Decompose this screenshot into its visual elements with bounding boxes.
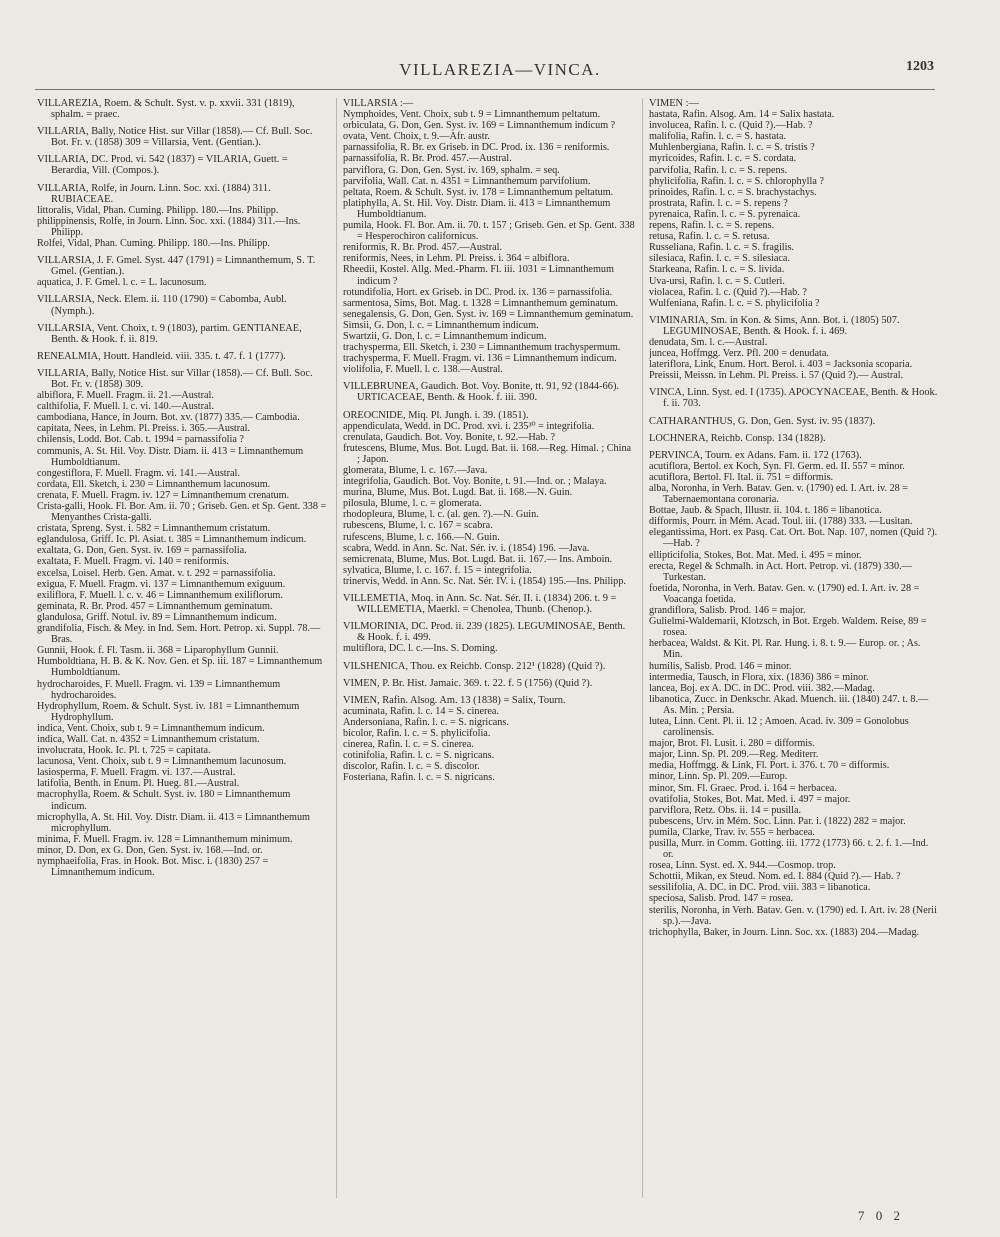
species-entry: myricoides, Rafin. l. c. = S. cordata. <box>649 153 797 165</box>
species-entry: cotinifolia, Rafin. l. c. = S. nigricans. <box>343 750 495 762</box>
genus-entry: VILSHENICA, Thou. ex Reichb. Consp. 212¹ (1828) (Quid ?). <box>343 660 606 672</box>
header-rule <box>35 89 935 90</box>
species-entry: minima, F. Muell. Fragm. iv. 128 = Limnanthemum minimum. <box>37 833 293 845</box>
species-entry: Rolfei, Vidal, Phan. Cuming. Philipp. 180.—Ins. Philipp. <box>37 238 270 250</box>
species-entry: glandulosa, Griff. Notul. iv. 89 = Limnanthemum indicum. <box>37 611 277 623</box>
species-entry: microphylla, A. St. Hil. Voy. Distr. Diam. ii. 413 = Limnanthemum microphyllum. <box>37 811 310 834</box>
species-entry: Schottii, Mikan, ex Steud. Nom. ed. I. 884 (Quid ?).— Hab. ? <box>649 871 901 883</box>
species-entry: acutiflora, Bertol. ex Koch, Syn. Fl. Germ. ed. II. 557 = minor. <box>649 460 905 472</box>
species-entry: Swartzii, G. Don, l. c. = Limnanthemum indicum. <box>343 330 547 342</box>
species-entry: acuminata, Rafin. l. c. 14 = S. cinerea. <box>343 705 499 717</box>
species-entry: Andersoniana, Rafin. l. c. = S. nigricans. <box>343 716 509 728</box>
species-entry: reniformis, R. Br. Prod. 457.—Austral. <box>343 242 503 254</box>
species-entry: speciosa, Salisb. Prod. 147 = rosea. <box>649 893 794 905</box>
species-entry: trichophylla, Baker, in Journ. Linn. Soc. xx. (1883) 204.—Madag. <box>649 926 920 938</box>
signature-mark: 7 0 2 <box>858 1208 904 1223</box>
genus-entry: OREOCNIDE, Miq. Pl. Jungh. i. 39. (1851). <box>343 409 529 421</box>
genus-entry: VIMEN, P. Br. Hist. Jamaic. 369. t. 22. f. 5 (1756) (Quid ?). <box>343 677 593 689</box>
species-entry: ovatifolia, Stokes, Bot. Mat. Med. i. 497 = major. <box>649 793 851 805</box>
species-entry: trachysperma, F. Muell. Fragm. vi. 136 = Limnanthemum indicum. <box>343 353 617 365</box>
species-entry: intermedia, Tausch, in Flora, xix. (1836) 386 = minor. <box>649 671 869 683</box>
genus-entry: VILMORINIA, DC. Prod. ii. 239 (1825). LEGUMINOSAE, Benth. & Hook. f. i. 499. <box>343 621 626 644</box>
species-entry: murina, Blume, Mus. Bot. Lugd. Bat. ii. 168.—N. Guin. <box>343 487 573 499</box>
species-entry: Rheedii, Kostel. Allg. Med.-Pharm. Fl. iii. 1031 = Limnanthemum indicum ? <box>343 264 614 287</box>
species-entry: capitata, Nees, in Lehm. Pl. Preiss. i. 365.—Austral. <box>37 423 251 435</box>
species-entry: Gulielmi-Waldemarii, Klotzsch, in Bot. Ergeb. Waldem. Reise, 89 = rosea. <box>649 616 927 639</box>
species-entry: humilis, Salisb. Prod. 146 = minor. <box>649 660 792 672</box>
species-entry: silesiaca, Rafin. l. c. = S. silesiaca. <box>649 253 790 265</box>
species-entry: communis, A. St. Hil. Voy. Distr. Diam. ii. 413 = Limnanthemum Humboldtianum. <box>37 445 304 468</box>
species-entry: denudata, Sm. l. c.—Austral. <box>649 336 768 348</box>
species-entry: macrophylla, Roem. & Schult. Syst. iv. 180 = Limnanthemum indicum. <box>37 789 291 812</box>
species-entry: orbiculata, G. Don, Gen. Syst. iv. 169 = Limnanthemum indicum ? <box>343 120 616 132</box>
species-entry: rosea, Linn. Syst. ed. X. 944.—Cosmop. trop. <box>649 860 836 872</box>
species-entry: exaltata, F. Muell. Fragm. vi. 140 = reniformis. <box>37 556 229 568</box>
species-entry: pyrenaica, Rafin. l. c. = S. pyrenaica. <box>649 208 801 220</box>
species-entry: exiliflora, F. Muell. l. c. v. 46 = Limnanthemum exiliflorum. <box>37 589 283 601</box>
species-entry: cordata, Ell. Sketch, i. 230 = Limnanthemum lacunosum. <box>37 478 271 490</box>
genus-entry: VILLARSIA, J. F. Gmel. Syst. 447 (1791) = Limnanthemum, S. T. Gmel. (Gentian.). <box>37 255 316 278</box>
species-entry: geminata, R. Br. Prod. 457 = Limnanthemum geminatum. <box>37 600 273 612</box>
species-entry: Starkeana, Rafin. l. c. = S. livida. <box>649 264 785 276</box>
species-entry: integrifolia, Gaudich. Bot. Voy. Bonite, t. 91.—Ind. or. ; Malaya. <box>343 476 607 488</box>
genus-entry: VILLARSIA :— <box>343 98 414 109</box>
species-entry: cristata, Spreng. Syst. i. 582 = Limnanthemum cristatum. <box>37 523 271 535</box>
species-entry: platiphylla, A. St. Hil. Voy. Distr. Diam. ii. 413 = Limnanthemum Humboldtianum. <box>343 197 611 220</box>
species-entry: pubescens, Urv. in Mém. Soc. Linn. Par. i. (1822) 282 = major. <box>649 815 906 827</box>
species-entry: ovata, Vent. Choix, t. 9.—Afr. austr. <box>343 131 490 143</box>
species-entry: discolor, Rafin. l. c. = S. discolor. <box>343 761 480 773</box>
species-entry: excelsa, Loisel. Herb. Gen. Amat. v. t. 292 = parnassifolia. <box>37 567 276 579</box>
species-entry: appendiculata, Wedd. in DC. Prod. xvi. i. 235³⁰ = integrifolia. <box>343 420 595 432</box>
column-2 <box>343 98 635 1203</box>
species-entry: semicrenata, Blume, Mus. Bot. Lugd. Bat. ii. 167.— Ins. Amboin. <box>343 553 613 565</box>
species-entry: phylicifolia, Rafin. l. c. = S. chlorophylla ? <box>649 175 824 187</box>
genus-entry: VILLARSIA, Neck. Elem. ii. 110 (1790) = Cabomba, Aubl. (Nymph.). <box>37 294 287 317</box>
species-entry: minor, D. Don, ex G. Don, Gen. Syst. iv. 168.—Ind. or. <box>37 844 263 856</box>
species-entry: pumila, Hook. Fl. Bor. Am. ii. 70. t. 157 ; Griseb. Gen. et Sp. Gent. 338 = Hesperochiron californicus. <box>343 220 635 243</box>
species-entry: eglandulosa, Griff. Ic. Pl. Asiat. t. 385 = Limnanthemum indicum. <box>37 534 307 546</box>
species-entry: media, Hoffmgg. & Link, Fl. Port. i. 376. t. 70 = difformis. <box>649 760 890 772</box>
species-entry: violifolia, F. Muell. l. c. 138.—Austral. <box>343 364 503 376</box>
genus-entry: VIMEN :— <box>649 98 699 109</box>
genus-entry: VILLARIA, Bally, Notice Hist. sur Villar (1858).— Cf. Bull. Soc. Bot. Fr. v. (1858) 309 = Villarsia, Vent. (Gentian.). <box>37 126 313 149</box>
column-divider <box>336 98 337 1198</box>
species-entry: hydrocharoides, F. Muell. Fragm. vi. 139 = Limnanthemum hydrocharoides. <box>37 678 281 701</box>
species-entry: major, Brot. Fl. Lusit. i. 280 = difformis. <box>649 738 815 750</box>
running-head: VILLAREZIA—VINCA. <box>399 60 601 79</box>
species-entry: trachysperma, Ell. Sketch, i. 230 = Limnanthemum trachyspermum. <box>343 342 621 354</box>
species-entry: violacea, Rafin. l. c. (Quid ?).—Hab. ? <box>649 286 807 298</box>
species-entry: lasiosperma, F. Muell. Fragm. vi. 137.—Austral. <box>37 767 236 779</box>
species-entry: multiflora, DC. l. c.—Ins. S. Doming. <box>343 643 498 655</box>
species-entry: lutea, Linn. Cent. Pl. ii. 12 ; Amoen. Acad. iv. 309 = Gonolobus carolinensis. <box>649 715 909 739</box>
species-entry: herbacea, Waldst. & Kit. Pl. Rar. Hung. i. 8. t. 9.— Europ. or. ; As. Min. <box>649 638 921 661</box>
genus-entry: VINCA, Linn. Syst. ed. I (1735). APOCYNACEAE, Benth. & Hook. f. ii. 703. <box>649 387 938 410</box>
species-entry: sessilifolia, A. DC. in DC. Prod. viii. 383 = libanotica. <box>649 882 871 894</box>
species-entry: parviflora, G. Don, Gen. Syst. iv. 169, sphalm. = seq. <box>343 164 560 176</box>
species-entry: calthifolia, F. Muell. l. c. vi. 140.—Austral. <box>37 401 214 413</box>
species-entry: Hydrophyllum, Roem. & Schult. Syst. iv. 181 = Limnanthemum Hydrophyllum. <box>37 700 300 723</box>
species-entry: hastata, Rafin. Alsog. Am. 14 = Salix hastata. <box>649 109 835 121</box>
genus-entry: VILLARIA, Bally, Notice Hist. sur Villar (1858).— Cf. Bull. Soc. Bot. Fr. v. (1858) 309. <box>37 367 313 390</box>
genus-entry: VIMINARIA, Sm. in Kon. & Sims, Ann. Bot. i. (1805) 507. LEGUMINOSAE, Benth. & Hook. f. i. 469. <box>649 314 900 337</box>
species-entry: trinervis, Wedd. in Ann. Sc. Nat. Sér. IV. i. (1854) 195.—Ins. Philipp. <box>343 575 626 587</box>
species-entry: nymphaeifolia, Fras. in Hook. Bot. Misc. i. (1830) 257 = Limnanthemum indicum. <box>37 856 269 879</box>
species-entry: Bottae, Jaub. & Spach, Illustr. ii. 104. t. 186 = libanotica. <box>649 505 882 517</box>
species-entry: parnassifolia, R. Br. ex Griseb. in DC. Prod. ix. 136 = reniformis. <box>343 142 610 154</box>
genus-entry: VILLEBRUNEA, Gaudich. Bot. Voy. Bonite, tt. 91, 92 (1844-66). URTICACEAE, Benth. & Hook. f. iii. 390. <box>343 381 620 404</box>
species-entry: Muhlenbergiana, Rafin. l. c. = S. tristis ? <box>649 142 815 154</box>
species-entry: Uva-ursi, Rafin. l. c. = S. Cutleri. <box>649 275 785 287</box>
species-entry: erecta, Regel & Schmalh. in Act. Hort. Petrop. vi. (1879) 330.—Turkestan. <box>649 560 912 583</box>
species-entry: indica, Vent. Choix, sub t. 9 = Limnanthemum indicum. <box>37 722 265 734</box>
species-entry: Nymphoides, Vent. Choix, sub t. 9 = Limnanthemum peltatum. <box>343 109 601 121</box>
species-entry: aquatica, J. F. Gmel. l. c. = L. lacunosum. <box>37 277 207 289</box>
species-entry: albiflora, F. Muell. Fragm. ii. 21.—Austral. <box>37 390 214 402</box>
species-entry: exigua, F. Muell. Fragm. vi. 137 = Limnanthemum exiguum. <box>37 578 286 590</box>
species-entry: prostrata, Rafin. l. c. = S. repens ? <box>649 197 788 209</box>
species-entry: parvifolia, Wall. Cat. n. 4351 = Limnanthemum parvifolium. <box>343 175 591 187</box>
species-entry: prinoides, Rafin. l. c. = S. brachystachys. <box>649 186 817 198</box>
species-entry: cinerea, Rafin. l. c. = S. cinerea. <box>343 739 474 751</box>
column-divider <box>642 98 643 1198</box>
species-entry: peltata, Roem. & Schult. Syst. iv. 178 = Limnanthemum peltatum. <box>343 186 614 198</box>
species-entry: congestiflora, F. Muell. Fragm. vi. 141.—Austral. <box>37 467 240 479</box>
species-entry: crenata, F. Muell. Fragm. iv. 127 = Limnanthemum crenatum. <box>37 489 290 501</box>
species-entry: exaltata, G. Don, Gen. Syst. iv. 169 = parnassifolia. <box>37 545 247 557</box>
genus-entry: VILLAREZIA, Roem. & Schult. Syst. v. p. xxvii. 331 (1819), sphalm. = praec. <box>37 98 295 121</box>
species-entry: lateriflora, Link, Enum. Hort. Berol. i. 403 = Jacksonia scoparia. <box>649 359 913 371</box>
species-entry: Wulfeniana, Rafin. l. c. = S. phylicifolia ? <box>649 297 820 309</box>
genus-entry: VIMEN, Rafin. Alsog. Am. 13 (1838) = Salix, Tourn. <box>343 694 566 706</box>
species-entry: retusa, Rafin. l. c. = S. retusa. <box>649 231 770 243</box>
species-entry: rufescens, Blume, l. c. 166.—N. Guin. <box>343 531 500 543</box>
species-entry: indica, Wall. Cat. n. 4352 = Limnanthemum cristatum. <box>37 733 260 745</box>
genus-entry: RENEALMIA, Houtt. Handleid. viii. 335. t. 47. f. 1 (1777). <box>37 350 286 362</box>
species-entry: difformis, Pourr. in Mém. Acad. Toul. iii. (1788) 333. —Lusitan. <box>649 516 913 528</box>
genus-entry: VILLARIA, DC. Prod. vi. 542 (1837) = VILARIA, Guett. = Berardia, Vill. (Compos.). <box>37 154 288 177</box>
species-entry: involucea, Rafin. l. c. (Quid ?).—Hab. ? <box>649 120 813 132</box>
species-entry: Preissii, Meissn. in Lehm. Pl. Preiss. i. 57 (Quid ?).— Austral. <box>649 370 904 382</box>
species-entry: involucrata, Hook. Ic. Pl. t. 725 = capitata. <box>37 745 211 757</box>
species-entry: scabra, Wedd. in Ann. Sc. Nat. Sér. iv. i. (1854) 196. —Java. <box>343 542 590 554</box>
species-entry: Simsii, G. Don, l. c. = Limnanthemum indicum. <box>343 319 539 331</box>
species-entry: Russeliana, Rafin. l. c. = S. fragilis. <box>649 242 794 254</box>
species-entry: juncea, Hoffmgg. Verz. Pfl. 200 = denudata. <box>649 348 829 360</box>
species-entry: pilosula, Blume, l. c. = glomerata. <box>343 498 482 510</box>
page-header <box>0 60 1000 84</box>
species-entry: grandiflora, Salisb. Prod. 146 = major. <box>649 605 806 617</box>
genus-entry: VILLARIA, Rolfe, in Journ. Linn. Soc. xxi. (1884) 311. RUBIACEAE. <box>37 182 271 205</box>
species-entry: lancea, Boj. ex A. DC. in DC. Prod. viii. 382.—Madag. <box>649 682 875 694</box>
species-entry: rotundifolia, Hort. ex Griseb. in DC. Prod. ix. 136 = parnassifolia. <box>343 286 613 298</box>
species-entry: pusilla, Murr. in Comm. Gotting. iii. 1772 (1773) 66. t. 2. f. 1.—Ind. or. <box>649 838 929 861</box>
species-entry: elegantissima, Hort. ex Pasq. Cat. Ort. Bot. Nap. 107, nomen (Quid ?).—Hab. ? <box>649 527 938 550</box>
species-entry: Crista-galli, Hook. Fl. Bor. Am. ii. 70 ; Griseb. Gen. et Sp. Gent. 338 = Menyanthes Crista-galli. <box>37 501 327 524</box>
species-entry: sylvatica, Blume, l. c. 167. f. 15 = integrifolia. <box>343 564 532 576</box>
species-entry: Fosteriana, Rafin. l. c. = S. nigricans. <box>343 772 495 784</box>
species-entry: repens, Rafin. l. c. = S. repens. <box>649 220 775 232</box>
species-entry: parnassifolia, R. Br. Prod. 457.—Austral. <box>343 153 512 165</box>
species-entry: frutescens, Blume, Mus. Bot. Lugd. Bat. ii. 168.—Reg. Himal. ; China ; Japon. <box>343 442 632 465</box>
species-entry: Gunnii, Hook. f. Fl. Tasm. ii. 368 = Liparophyllum Gunnii. <box>37 645 279 657</box>
species-entry: lacunosa, Vent. Choix, sub t. 9 = Limnanthemum lacunosum. <box>37 756 287 768</box>
species-entry: malifolia, Rafin. l. c. = S. hastata. <box>649 131 787 143</box>
species-entry: acutiflora, Bertol. Fl. Ital. ii. 751 = difformis. <box>649 471 834 483</box>
genus-entry: VILLARSIA, Vent. Choix, t. 9 (1803), partim. GENTIANEAE, Benth. & Hook. f. ii. 819. <box>37 322 302 345</box>
genus-entry: CATHARANTHUS, G. Don, Gen. Syst. iv. 95 (1837). <box>649 415 876 427</box>
species-entry: grandifolia, Fisch. & Mey. in Ind. Sem. Hort. Petrop. xi. Suppl. 78.—Bras. <box>37 623 321 646</box>
species-entry: littoralis, Vidal, Phan. Cuming. Philipp. 180.—Ins. Philipp. <box>37 204 279 216</box>
species-entry: chilensis, Lodd. Bot. Cab. t. 1994 = parnassifolia ? <box>37 434 244 446</box>
species-entry: ellipticifolia, Stokes, Bot. Mat. Med. i. 495 = minor. <box>649 549 862 561</box>
species-entry: sarmentosa, Sims, Bot. Mag. t. 1328 = Limnanthemum geminatum. <box>343 297 619 309</box>
species-entry: senegalensis, G. Don, Gen. Syst. iv. 169 = Limnanthemum geminatum. <box>343 308 634 320</box>
column-1 <box>37 98 327 1203</box>
species-entry: pumila, Clarke, Trav. iv. 555 = herbacea. <box>649 826 815 838</box>
species-entry: reniformis, Nees, in Lehm. Pl. Preiss. i. 364 = albiflora. <box>343 253 570 265</box>
species-entry: rubescens, Blume, l. c. 167 = scabra. <box>343 520 493 532</box>
species-entry: minor, Linn. Sp. Pl. 209.—Europ. <box>649 771 788 783</box>
species-entry: bicolor, Rafin. l. c. = S. phylicifolia. <box>343 727 491 739</box>
species-entry: rhodopleura, Blume, l. c. (al. gen. ?).—N. Guin. <box>343 509 539 521</box>
species-entry: parviflora, Retz. Obs. ii. 14 = pusilla. <box>649 804 802 816</box>
species-entry: philippinensis, Rolfe, in Journ. Linn. Soc. xxi. (1884) 311.—Ins. Philipp. <box>37 215 301 238</box>
species-entry: latifolia, Benth. in Enum. Pl. Hueg. 81.—Austral. <box>37 778 240 790</box>
species-entry: glomerata, Blume, l. c. 167.—Java. <box>343 465 488 476</box>
column-3 <box>649 98 941 1203</box>
species-entry: parvifolia, Rafin. l. c. = S. repens. <box>649 164 788 176</box>
genus-entry: PERVINCA, Tourn. ex Adans. Fam. ii. 172 (1763). <box>649 449 862 461</box>
genus-entry: VILLEMETIA, Moq. in Ann. Sc. Nat. Sér. II. i. (1834) 206. t. 9 = WILLEMETIA, Maerkl. = Chenolea, Thunb. (Chenop.). <box>343 593 617 616</box>
species-entry: minor, Sm. Fl. Graec. Prod. i. 164 = herbacea. <box>649 782 837 794</box>
species-entry: Humboldtiana, H. B. & K. Nov. Gen. et Sp. iii. 187 = Limnanthemum Humboldtianum. <box>37 656 323 679</box>
page-number: 1203 <box>906 59 934 74</box>
species-entry: libanotica, Zucc. in Denkschr. Akad. Muench. iii. (1840) 247. t. 8.—As. Min. ; Persia. <box>649 693 929 716</box>
genus-entry: LOCHNERA, Reichb. Consp. 134 (1828). <box>649 432 826 444</box>
species-entry: alba, Noronha, in Verh. Batav. Gen. v. (1790) ed. I. Art. iv. 28 = Tabernaemontana coronaria. <box>649 483 909 506</box>
species-entry: foetida, Noronha, in Verh. Batav. Gen. v. (1790) ed. I. Art. iv. 28 = Voacanga foetida. <box>649 582 920 605</box>
species-entry: sterilis, Noronha, in Verh. Batav. Gen. v. (1790) ed. I. Art. iv. 28 (Nerii sp.).—Java. <box>649 904 937 927</box>
species-entry: cambodiana, Hance, in Journ. Bot. xv. (1877) 335.— Cambodia. <box>37 412 300 424</box>
species-entry: major, Linn. Sp. Pl. 209.—Reg. Mediterr. <box>649 749 819 761</box>
species-entry: crenulata, Gaudich. Bot. Voy. Bonite, t. 92.—Hab. ? <box>343 431 556 443</box>
